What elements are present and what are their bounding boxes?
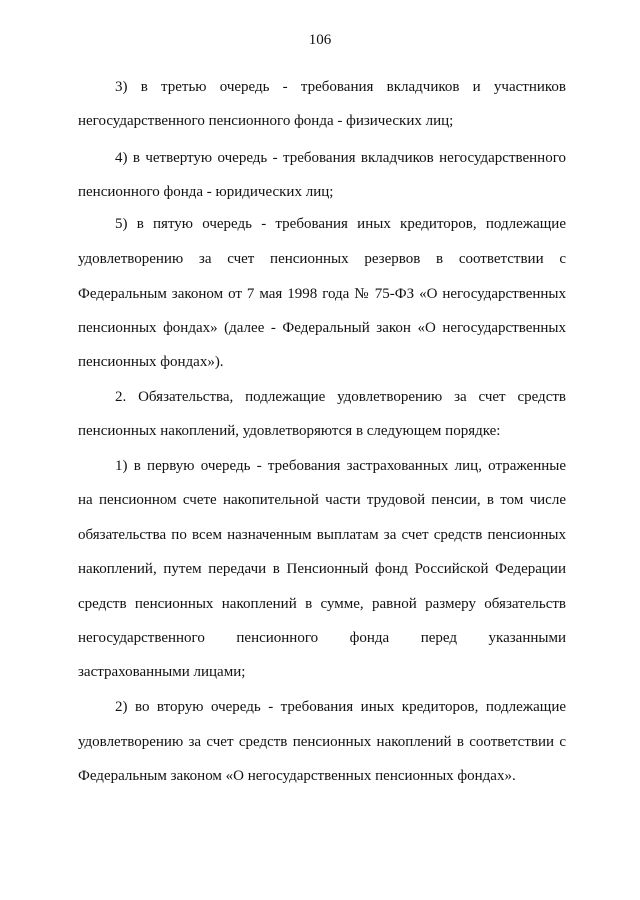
text-line: 5) в пятую очередь - требования иных кредиторов, подлежащие — [115, 216, 566, 232]
text-line: удовлетворению за счет пенсионных резервов в соответствии с — [78, 251, 566, 267]
text-line: пенсионных фондах» (далее - Федеральный закон «О негосударственных — [78, 320, 566, 336]
text-line: Федеральным законом от 7 мая 1998 года № 75-ФЗ «О негосударственных — [78, 286, 566, 302]
text-line: на пенсионном счете накопительной части трудовой пенсии, в том числе — [78, 492, 566, 508]
text-line: средств пенсионных накоплений в сумме, равной размеру обязательств — [78, 596, 566, 612]
text-line: пенсионных накоплений, удовлетворяются в следующем порядке: — [78, 423, 501, 439]
text-line: обязательства по всем назначенным выплатам за счет средств пенсионных — [78, 527, 566, 543]
text-line: накоплений, путем передачи в Пенсионный фонд Российской Федерации — [78, 561, 566, 577]
page-number: 106 — [308, 32, 332, 48]
text-line: Федеральным законом «О негосударственных пенсионных фондах». — [78, 768, 516, 784]
text-line: негосударственного пенсионного фонда - физических лиц; — [78, 113, 454, 129]
text-line: пенсионных фондах»). — [78, 354, 224, 370]
text-line: 2) во вторую очередь - требования иных кредиторов, подлежащие — [115, 699, 566, 715]
text-line: 4) в четвертую очередь - требования вкладчиков негосударственного — [115, 150, 566, 166]
text-line: 3) в третью очередь - требования вкладчиков и участников — [115, 79, 566, 95]
text-line: 1) в первую очередь - требования застрахованных лиц, отраженные — [115, 458, 566, 474]
text-line: 2. Обязательства, подлежащие удовлетворению за счет средств — [115, 389, 566, 405]
text-line: негосударственного пенсионного фонда перед указанными — [78, 630, 566, 646]
text-line: удовлетворению за счет средств пенсионных накоплений в соответствии с — [78, 734, 566, 750]
text-line: пенсионного фонда - юридических лиц; — [78, 184, 334, 200]
text-line: застрахованными лицами; — [78, 664, 246, 680]
